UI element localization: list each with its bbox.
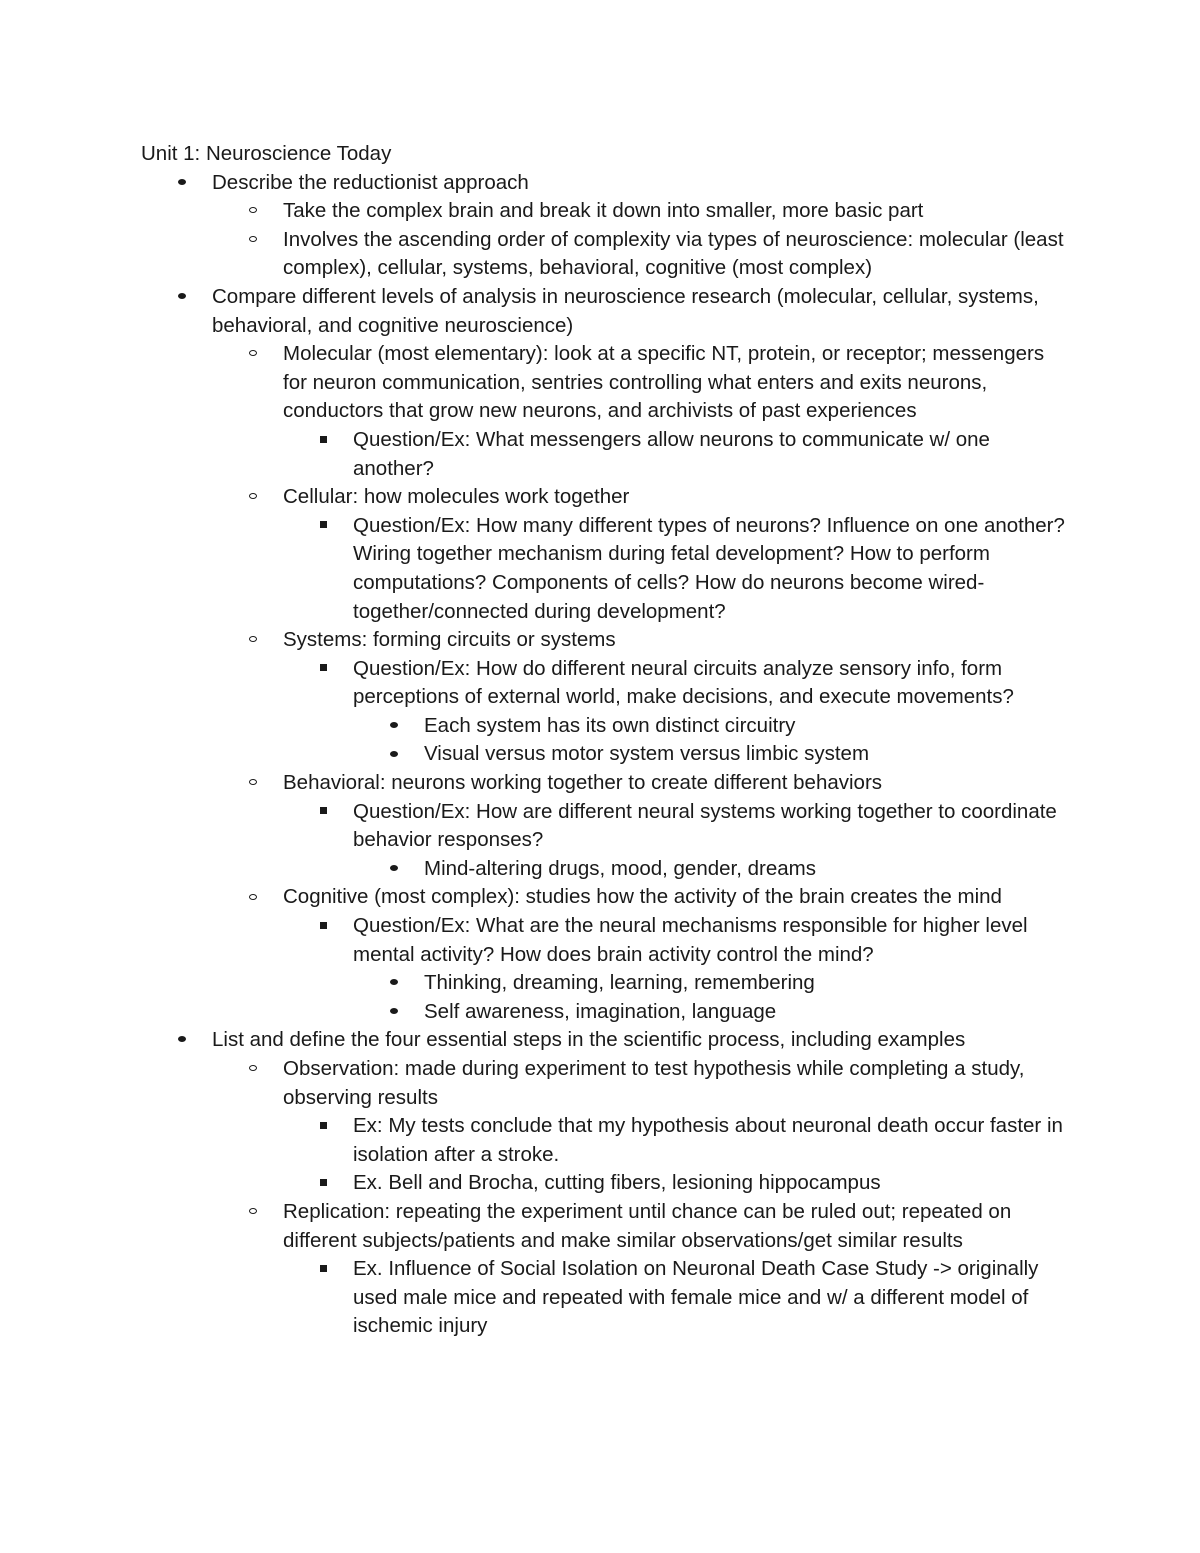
list-item-text: Ex: My tests conclude that my hypothesis about neuronal death occur faster in isolation after a stroke.: [353, 1114, 1063, 1166]
bullet-circle-icon: [243, 340, 263, 369]
list-item: [141, 998, 1071, 1027]
list-item: [141, 626, 1071, 655]
list-item: [141, 226, 1071, 283]
bullet-dot-icon: [384, 855, 404, 884]
list-item: [141, 197, 1071, 226]
list-item: [141, 1255, 1071, 1341]
list-item-text: Systems: forming circuits or systems: [283, 628, 616, 652]
list-item-text: Describe the reductionist approach: [212, 170, 529, 194]
bullet-circle-icon: [243, 226, 263, 255]
bullet-square-icon: [313, 798, 333, 827]
bullet-circle-icon: [243, 626, 263, 655]
list-item-text: Behavioral: neurons working together to create different behaviors: [283, 771, 883, 795]
list-item: [141, 1112, 1071, 1169]
list-item: [141, 1026, 1071, 1055]
list-item-text: Ex. Influence of Social Isolation on Neuronal Death Case Study -> originally used male mice and repeated with female mice and w/ a different model of ischemic injury: [353, 1257, 1039, 1338]
list-item-text: Cognitive (most complex): studies how the activity of the brain creates the mind: [283, 885, 1002, 909]
list-item-text: Question/Ex: What messengers allow neurons to communicate w/ one another?: [353, 427, 990, 480]
list-item-text: Compare different levels of analysis in neuroscience research (molecular, cellular, systems, behavioral, and cognitive neuroscience): [212, 284, 1039, 337]
list-item-text: Replication: repeating the experiment until chance can be ruled out; repeated on different subjects/patients and make similar observations/get similar results: [283, 1199, 1012, 1252]
list-item-text: Mind-altering drugs, mood, gender, dreams: [424, 856, 816, 880]
bullet-circle-icon: [243, 883, 263, 912]
list-item-text: Thinking, dreaming, learning, remembering: [424, 971, 815, 995]
bullet-dot-icon: [172, 169, 192, 198]
bullet-square-icon: [313, 512, 333, 541]
list-item-text: Each system has its own distinct circuitry: [424, 713, 796, 737]
list-item: [141, 1198, 1071, 1255]
list-item: [141, 855, 1071, 884]
list-item: [141, 483, 1071, 512]
list-item: [141, 740, 1071, 769]
bullet-dot-icon: [384, 969, 404, 998]
list-item: [141, 426, 1071, 483]
list-item-text: Question/Ex: What are the neural mechanisms responsible for higher level mental activity? How does brain activity control the mind?: [353, 914, 1028, 966]
bullet-square-icon: [313, 655, 333, 684]
bullet-circle-icon: [243, 197, 263, 226]
list-item-text: Visual versus motor system versus limbic system: [424, 742, 870, 766]
list-item-text: Take the complex brain and break it down into smaller, more basic part: [283, 199, 924, 223]
list-item: [141, 712, 1071, 741]
bullet-square-icon: [313, 426, 333, 455]
bullet-circle-icon: [243, 1198, 263, 1227]
bullet-square-icon: [313, 1112, 333, 1141]
outline-list: [141, 169, 1071, 1341]
bullet-circle-icon: [243, 483, 263, 512]
list-item: [141, 512, 1071, 626]
list-item: [141, 340, 1071, 426]
notes-body: [141, 140, 1071, 1341]
bullet-dot-icon: [384, 740, 404, 769]
list-item-text: Cellular: how molecules work together: [283, 485, 630, 509]
list-item-text: Involves the ascending order of complexity via types of neuroscience: molecular (least complex), cellular, systems, behavioral, cognitive (most complex): [283, 227, 1064, 280]
list-item: [141, 655, 1071, 712]
bullet-square-icon: [313, 912, 333, 941]
list-item-text: Molecular (most elementary): look at a specific NT, protein, or receptor; messengers for neuron communication, sentries controlling what enters and exits neurons, conductors that grow new neurons, and archivists of past experiences: [283, 342, 1045, 423]
list-item-text: Ex. Bell and Brocha, cutting fibers, lesioning hippocampus: [353, 1171, 881, 1195]
list-item: [141, 1169, 1071, 1198]
bullet-dot-icon: [384, 712, 404, 741]
list-item-text: Observation: made during experiment to test hypothesis while completing a study, observing results: [283, 1057, 1025, 1109]
list-item: [141, 912, 1071, 969]
list-item: [141, 969, 1071, 998]
page-title: Unit 1: Neuroscience Today: [141, 142, 392, 165]
list-item-text: Question/Ex: How are different neural systems working together to coordinate behavior responses?: [353, 799, 1057, 852]
bullet-circle-icon: [243, 769, 263, 798]
list-item: [141, 769, 1071, 798]
bullet-square-icon: [313, 1255, 333, 1284]
bullet-square-icon: [313, 1169, 333, 1198]
list-item: [141, 1055, 1071, 1112]
bullet-dot-icon: [384, 998, 404, 1027]
bullet-dot-icon: [172, 1026, 192, 1055]
bullet-dot-icon: [172, 283, 192, 312]
list-item-text: List and define the four essential steps in the scientific process, including examples: [212, 1028, 966, 1052]
list-item: [141, 798, 1071, 855]
bullet-circle-icon: [243, 1055, 263, 1084]
list-item-text: Self awareness, imagination, language: [424, 999, 777, 1023]
list-item: [141, 283, 1071, 340]
list-item: [141, 169, 1071, 198]
list-item-text: Question/Ex: How do different neural circuits analyze sensory info, form perceptions of external world, make decisions, and execute movements?: [353, 656, 1014, 709]
list-item: [141, 883, 1071, 912]
list-item-text: Question/Ex: How many different types of neurons? Influence on one another? Wiring together mechanism during fetal development? How to perform computations? Components of cells? How do neurons become wired-together/connected during development?: [353, 513, 1065, 623]
